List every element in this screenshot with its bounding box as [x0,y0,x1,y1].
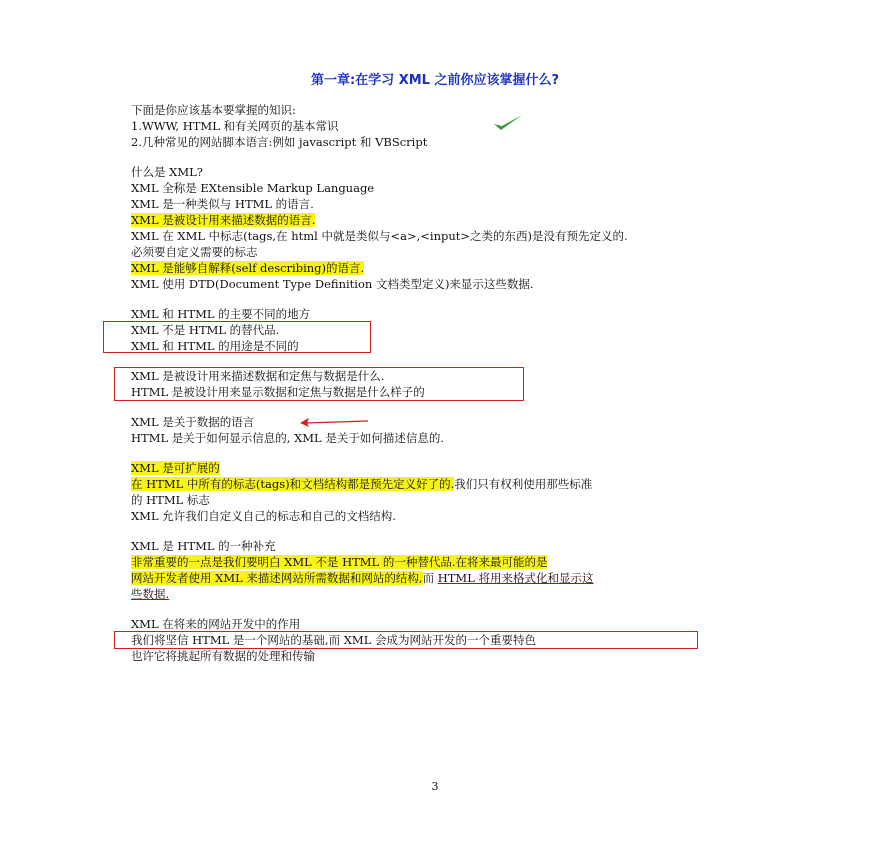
plain-text: 而 [422,571,438,585]
page-number: 3 [431,780,439,793]
text-line: 的 HTML 标志 [131,493,210,507]
text-line: 2.几种常见的网站脚本语言:例如 javascript 和 VBScript [131,135,428,149]
text-line: XML 是一种类似与 HTML 的语言. [131,197,314,211]
text-line: 1.WWW, HTML 和有关网页的基本常识 [131,119,339,133]
underlined-text: 些数据. [131,587,170,601]
plain-text: 我们只有权利使用那些标准 [454,477,593,491]
text-line: XML 在 XML 中标志(tags,在 html 中就是类似与<a>,<input>之类的东西)是没有预先定义的. [131,229,628,243]
checkmark-icon [492,113,524,133]
highlighted-line [131,212,315,228]
text-line: HTML 是关于如何显示信息的, XML 是关于如何描述信息的. [131,431,444,445]
text-line: XML 是 HTML 的一种补充 [131,539,276,553]
underlined-text: HTML 将用来格式化和显示这 [437,571,594,585]
highlighted-line [131,260,364,276]
text-line: XML 使用 DTD(Document Type Definition 文档类型定义)来显示这些数据. [131,277,534,291]
text-line: XML 允许我们自定义自己的标志和自己的文档结构. [131,509,396,523]
highlighted-line [131,554,547,570]
text-line [131,476,592,492]
text-line: XML 不是 HTML 的替代品. [131,323,280,337]
text-line: XML 和 HTML 的主要不同的地方 [131,307,311,321]
highlighted-line [131,460,220,476]
text-line: 我们将坚信 HTML 是一个网站的基础,而 XML 会成为网站开发的一个重要特色 [131,633,536,647]
highlight-text: XML 是被设计用来描述数据的语言. [131,213,316,227]
text-line: XML 是被设计用来描述数据和定焦与数据是什么. [131,369,385,383]
highlight-text: 在 HTML 中所有的标志(tags)和文档结构都是预先定义好了的. [131,477,455,491]
text-line: 必须要自定义需要的标志 [131,245,258,259]
text-line: 什么是 XML? [131,165,203,179]
text-line: XML 是关于数据的语言 [131,415,255,429]
highlight-text: 网站开发者使用 XML 来描述网站所需数据和网站的结构, [131,571,423,585]
highlight-text: XML 是能够自解释(self describing)的语言. [131,261,365,275]
text-line [131,570,594,586]
text-line: XML 和 HTML 的用途是不同的 [131,339,299,353]
text-line: HTML 是被设计用来显示数据和定焦与数据是什么样子的 [131,385,425,399]
arrow-left-icon [298,416,370,428]
highlight-text: XML 是可扩展的 [131,461,220,475]
text-line: XML 全称是 EXtensible Markup Language [131,181,375,195]
chapter-title: 第一章:在学习 XML 之前你应该掌握什么? [310,73,560,88]
text-line: 也许它将挑起所有数据的处理和传输 [131,649,315,663]
text-line: XML 在将来的网站开发中的作用 [131,617,301,631]
text-line: 下面是你应该基本要掌握的知识: [131,103,296,117]
text-line [131,586,169,602]
highlight-text: 非常重要的一点是我们要明白 XML 不是 HTML 的一种替代品.在将来最可能的是 [131,555,548,569]
